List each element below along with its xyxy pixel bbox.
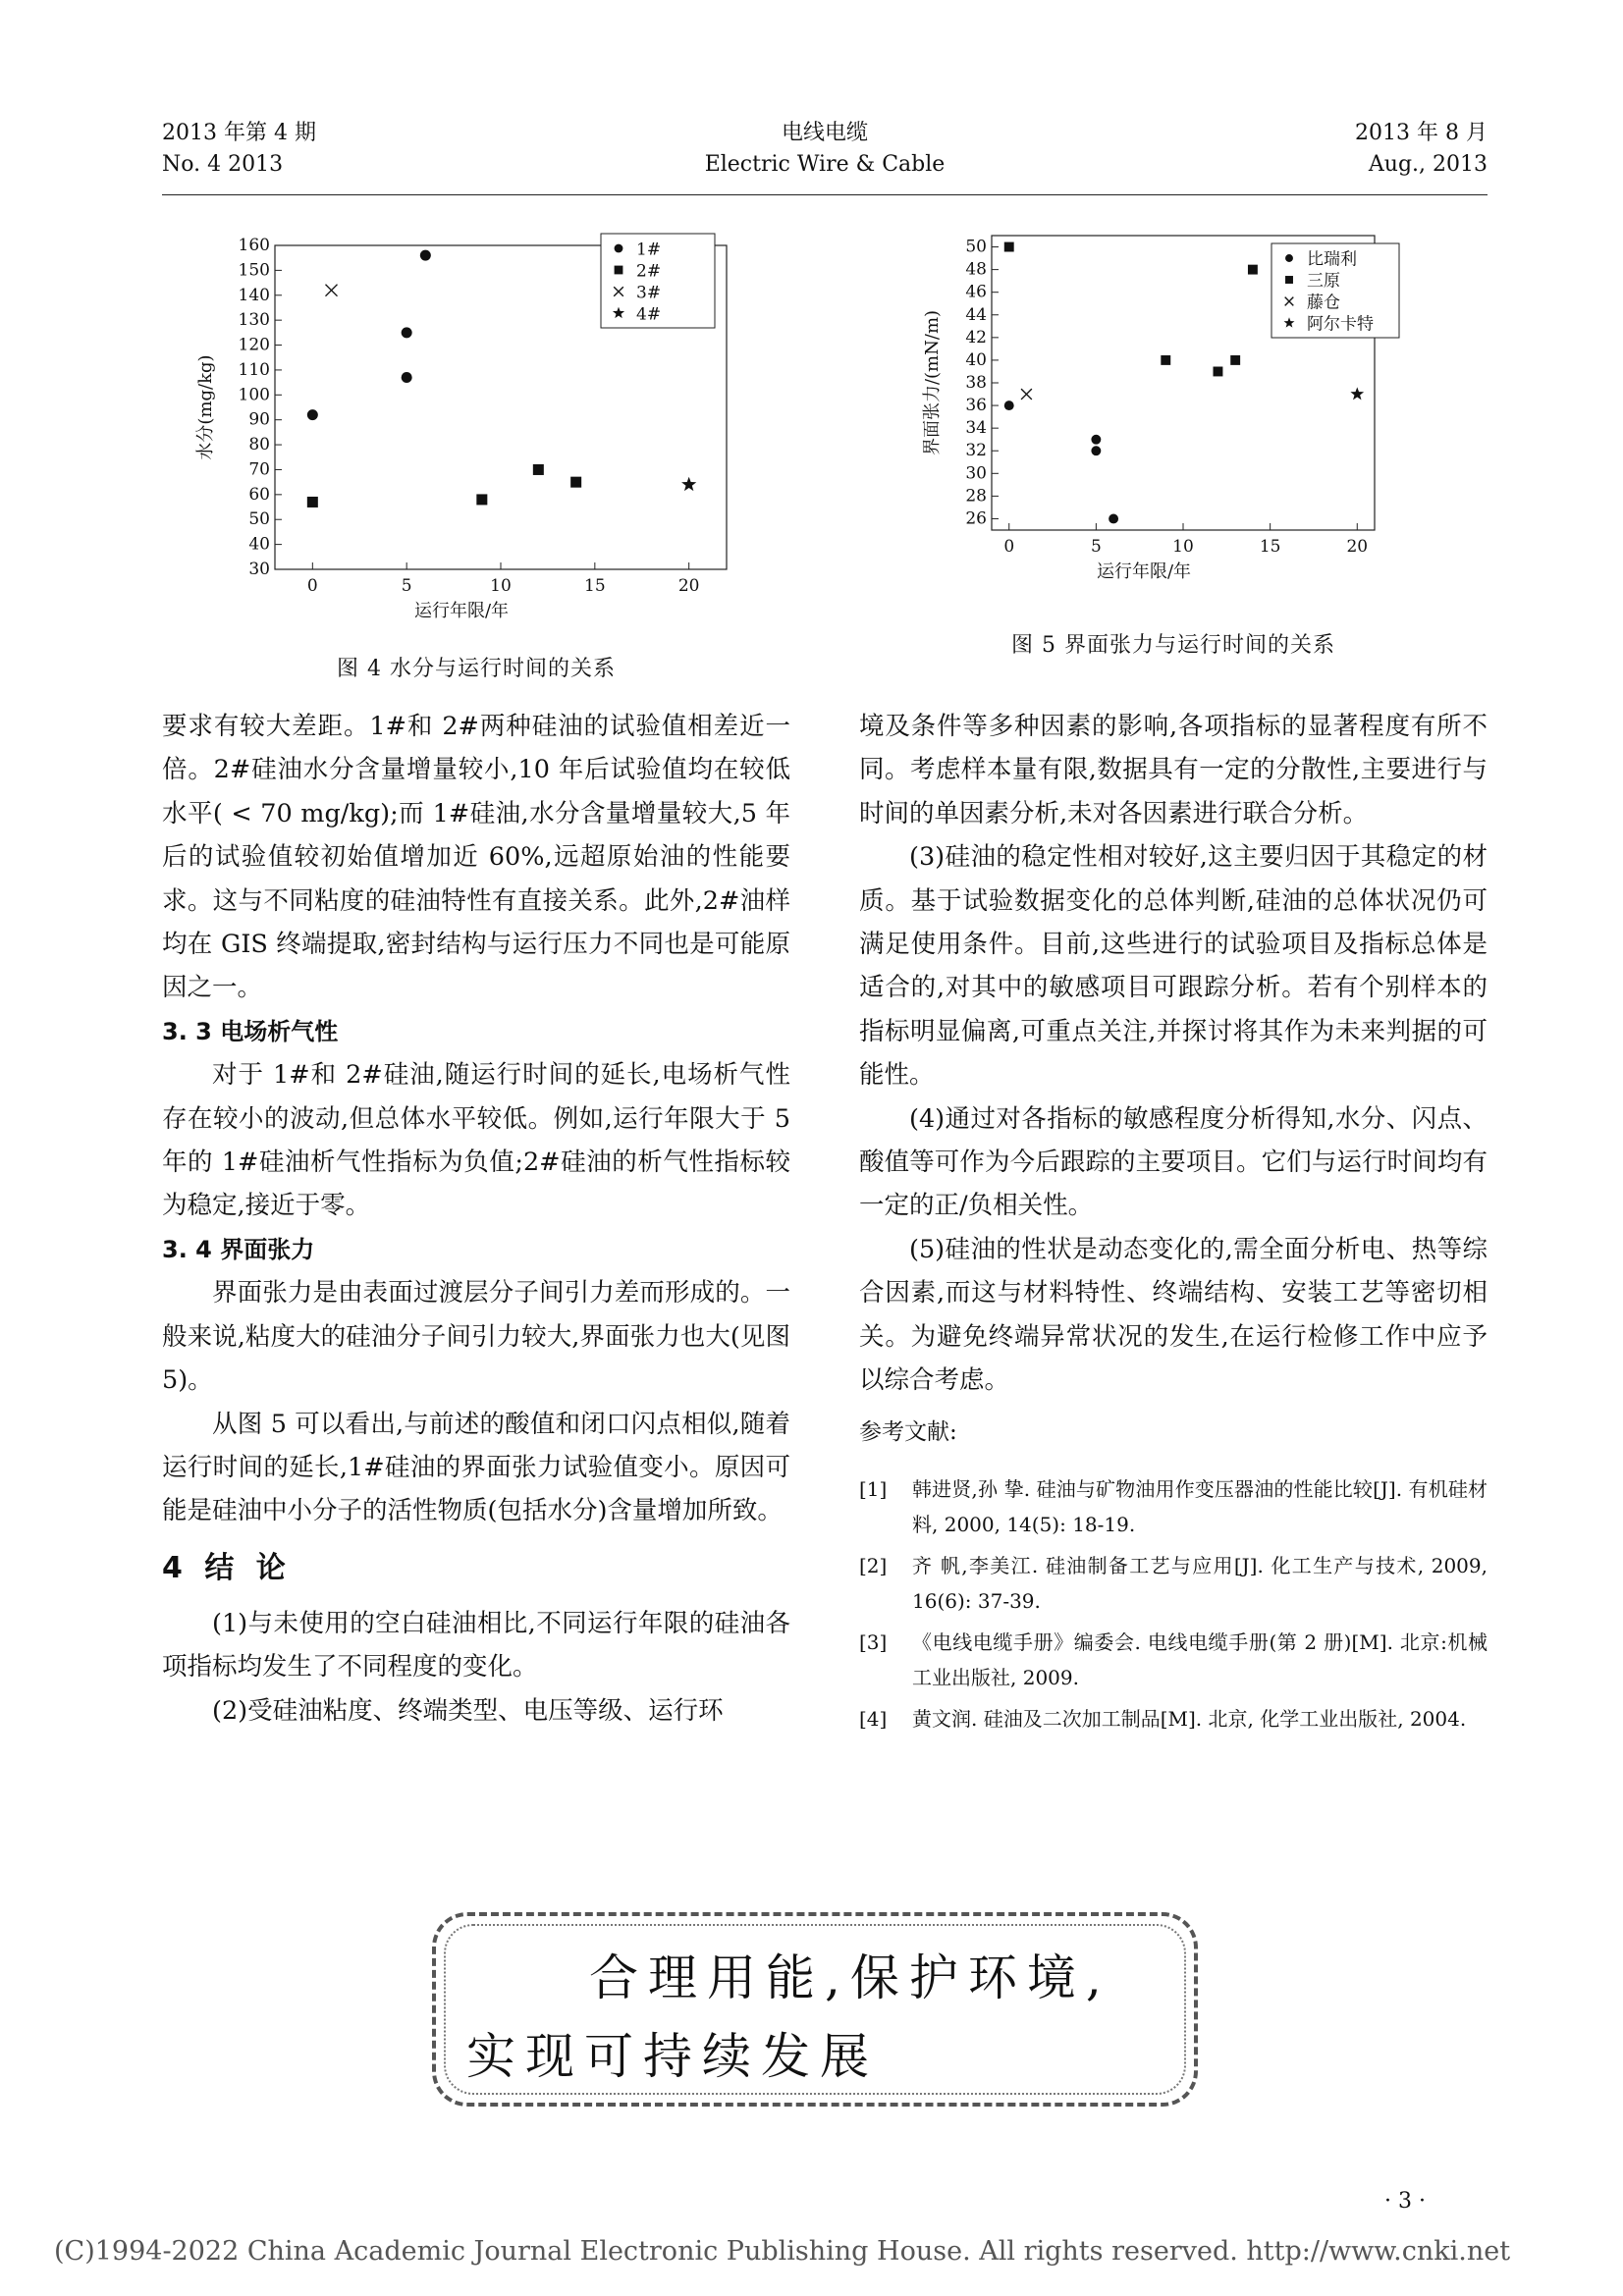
x-tick-label: 20	[1346, 537, 1369, 557]
data-point	[1214, 367, 1223, 377]
y-tick-label: 42	[965, 327, 987, 347]
x-tick-label: 15	[584, 576, 606, 596]
section-heading-4: 4 结 论	[162, 1550, 292, 1585]
slogan-line-2: 实现可持续发展	[466, 2028, 879, 2085]
series-square	[1004, 242, 1258, 377]
legend-label: 藤仓	[1307, 293, 1340, 313]
legend-marker	[615, 244, 623, 253]
journal-issue	[162, 118, 316, 181]
header-rule	[162, 194, 1488, 195]
reference-number: [2]	[859, 1553, 888, 1577]
series-star	[681, 477, 696, 491]
series-cross	[1021, 389, 1032, 400]
reference-number: [4]	[859, 1706, 888, 1731]
journal-title	[628, 118, 1021, 181]
legend	[601, 234, 715, 328]
issue-en: No. 4 2013	[162, 152, 284, 177]
y-tick-label: 44	[965, 304, 987, 325]
data-point	[1091, 435, 1101, 445]
series-square	[307, 464, 581, 507]
y-tick-label: 26	[965, 508, 987, 529]
y-tick-label: 50	[248, 509, 270, 530]
issue-date	[1291, 118, 1488, 181]
right-column	[859, 705, 1488, 1742]
data-point	[1230, 355, 1240, 365]
x-tick-label: 0	[306, 576, 318, 596]
paragraph: (2)受硅油粘度、终端类型、电压等级、运行环	[212, 1695, 724, 1726]
x-axis-label: 运行年限/年	[413, 601, 510, 621]
figure-5-chart	[913, 226, 1443, 618]
reference-item	[859, 1548, 1488, 1619]
x-tick-label: 5	[401, 576, 412, 596]
x-tick-label: 10	[490, 576, 512, 596]
slogan-line-1: 合理用能,保护环境,	[589, 1949, 1111, 2006]
journal-title-en: Electric Wire & Cable	[704, 152, 946, 177]
y-tick-label: 100	[238, 385, 270, 405]
y-tick-label: 40	[965, 349, 987, 370]
paragraph: 境及条件等多种因素的影响,各项指标的显著程度有所不同。考虑样本量有限,数据具有一定的分散性,主要进行与时间的单因素分析,未对各因素进行联合分析。	[859, 712, 1488, 828]
legend-label: 阿尔卡特	[1307, 314, 1374, 335]
figure-4-chart	[177, 226, 766, 638]
left-column	[162, 705, 790, 1733]
y-tick-label: 160	[238, 236, 270, 255]
y-tick-label: 40	[248, 534, 270, 555]
y-tick-label: 60	[248, 484, 270, 505]
y-tick-label: 46	[965, 282, 987, 302]
reference-text: 齐 帆,李美江. 硅油制备工艺与应用[J]. 化工生产与技术, 2009, 16(6): 37-39.	[912, 1553, 1488, 1613]
legend-label: 4#	[636, 304, 662, 325]
data-point	[420, 250, 431, 261]
paragraph: 对于 1#和 2#硅油,随运行时间的延长,电场析气性存在较小的波动,但总体水平较低。例如,运行年限大于 5 年的 1#硅油析气性指标为负值;2#硅油的析气性指标较为稳定,接近于零。	[162, 1060, 790, 1221]
references-title: 参考文献:	[859, 1418, 957, 1445]
reference-number: [1]	[859, 1476, 888, 1501]
legend	[1271, 243, 1399, 338]
data-point	[1248, 265, 1258, 275]
legend-marker	[1285, 254, 1293, 262]
y-tick-label: 34	[965, 418, 987, 439]
y-tick-label: 80	[248, 435, 270, 455]
figure-5-caption: 图 5 界面张力与运行时间的关系	[1011, 633, 1335, 658]
data-point	[1004, 400, 1014, 410]
data-point	[1109, 514, 1118, 524]
data-point	[681, 477, 696, 491]
data-point	[307, 409, 318, 420]
x-axis-label: 运行年限/年	[1096, 561, 1192, 582]
paragraph: (5)硅油的性状是动态变化的,需全面分析电、热等综合因素,而这与材料特性、终端结构、安装工艺等密切相关。为避免终端异常状况的发生,在运行检修工作中应予以综合考虑。	[859, 1234, 1488, 1396]
reference-number: [3]	[859, 1629, 888, 1654]
reference-text: 黄文润. 硅油及二次加工制品[M]. 北京, 化学工业出版社, 2004.	[912, 1706, 1467, 1731]
paragraph: (4)通过对各指标的敏感程度分析得知,水分、闪点、酸值等可作为今后跟踪的主要项目。它们与运行时间均有一定的正/负相关性。	[859, 1103, 1488, 1221]
y-tick-label: 70	[248, 459, 270, 480]
y-tick-label: 30	[248, 560, 270, 579]
series-star	[1350, 387, 1364, 400]
data-point	[326, 285, 338, 296]
y-tick-label: 90	[248, 409, 270, 430]
paragraph: 从图 5 可以看出,与前述的酸值和闭口闪点相似,随着运行时间的延长,1#硅油的界面张力试验值变小。原因可能是硅油中小分子的活性物质(包括水分)含量增加所致。	[162, 1409, 790, 1526]
legend-label: 1#	[636, 240, 662, 260]
series-cross	[326, 285, 338, 296]
y-tick-label: 32	[965, 441, 987, 461]
x-tick-label: 5	[1090, 537, 1102, 557]
y-tick-label: 48	[965, 259, 987, 280]
legend-label: 三原	[1307, 271, 1340, 292]
journal-title-cn: 电线电缆	[781, 121, 868, 145]
legend-label: 3#	[636, 283, 662, 303]
reference-text: 韩进贤,孙 挚. 硅油与矿物油用作变压器油的性能比较[J]. 有机硅材料, 2000, 14(5): 18-19.	[912, 1476, 1488, 1536]
series-circle	[307, 250, 431, 420]
legend-marker	[1285, 276, 1293, 284]
y-tick-label: 30	[965, 463, 987, 484]
reference-item	[859, 1625, 1488, 1695]
y-tick-label: 140	[238, 285, 270, 305]
y-tick-label: 28	[965, 486, 987, 507]
paragraph: (3)硅油的稳定性相对较好,这主要归因于其稳定的材质。基于试验数据变化的总体判断,硅油的总体状况仍可满足使用条件。目前,这些进行的试验项目及指标总体是适合的,对其中的敏感项目可跟踪分析。若有个别样本的指标明显偏离,可重点关注,并探讨将其作为未来判据的可能性。	[859, 842, 1488, 1091]
data-point	[307, 497, 318, 507]
data-point	[476, 494, 487, 505]
copyright-notice: (C)1994-2022 China Academic Journal Electronic Publishing House. All rights reserved. http://www.cnki.net	[54, 2236, 1511, 2267]
section-heading-3-3: 3. 3 电场析气性	[162, 1017, 339, 1045]
y-tick-label: 50	[965, 237, 987, 257]
data-point	[533, 464, 544, 475]
data-point	[1091, 446, 1101, 455]
data-point	[1004, 242, 1014, 252]
legend-label: 比瑞利	[1307, 249, 1357, 270]
section-heading-3-4: 3. 4 界面张力	[162, 1235, 315, 1263]
issue-date-cn: 2013 年 8 月	[1355, 121, 1488, 145]
y-tick-label: 150	[238, 260, 270, 281]
issue-cn: 2013 年第 4 期	[162, 121, 316, 145]
series-circle	[1004, 400, 1118, 523]
data-point	[1350, 387, 1364, 400]
data-point	[1161, 355, 1170, 365]
paragraph: (1)与未使用的空白硅油相比,不同运行年限的硅油各项指标均发生了不同程度的变化。	[162, 1608, 790, 1682]
y-tick-label: 130	[238, 310, 270, 331]
paragraph: 要求有较大差距。1#和 2#两种硅油的试验值相差近一倍。2#硅油水分含量增量较小,10 年后试验值均在较低水平( < 70 mg/kg);而 1#硅油,水分含量增量较大,5 年后的试验值较初始值增加近 60%,远超原始油的性能要求。这与不同粘度的硅油特性有直接关系。此外,2#油样均在 GIS 终端提取,密封结构与运行压力不同也是可能原因之一。	[162, 712, 790, 1003]
x-tick-label: 10	[1172, 537, 1194, 557]
reference-text: 《电线电缆手册》编委会. 电线电缆手册(第 2 册)[M]. 北京:机械工业出版社, 2009.	[912, 1629, 1488, 1689]
x-tick-label: 20	[677, 576, 700, 596]
y-tick-label: 120	[238, 335, 270, 355]
paragraph: 界面张力是由表面过渡层分子间引力差而形成的。一般来说,粘度大的硅油分子间引力较大,界面张力也大(见图 5)。	[162, 1278, 790, 1396]
issue-date-en: Aug., 2013	[1368, 152, 1488, 177]
data-point	[402, 327, 412, 338]
reference-item	[859, 1471, 1488, 1542]
y-axis-label: 界面张力/(mN/m)	[922, 309, 943, 456]
page-number: · 3 ·	[1384, 2189, 1426, 2214]
y-axis-label: 水分(mg/kg)	[195, 354, 216, 460]
y-tick-label: 36	[965, 396, 987, 416]
data-point	[1021, 389, 1032, 400]
legend-marker	[615, 266, 623, 275]
x-tick-label: 15	[1259, 537, 1281, 557]
data-point	[570, 477, 581, 488]
y-tick-label: 38	[965, 373, 987, 393]
figure-4-caption: 图 4 水分与运行时间的关系	[337, 657, 616, 681]
legend-label: 2#	[636, 261, 662, 282]
x-tick-label: 0	[1003, 537, 1015, 557]
data-point	[402, 372, 412, 383]
reference-list	[859, 1471, 1488, 1736]
y-tick-label: 110	[238, 359, 270, 380]
reference-item	[859, 1701, 1488, 1736]
